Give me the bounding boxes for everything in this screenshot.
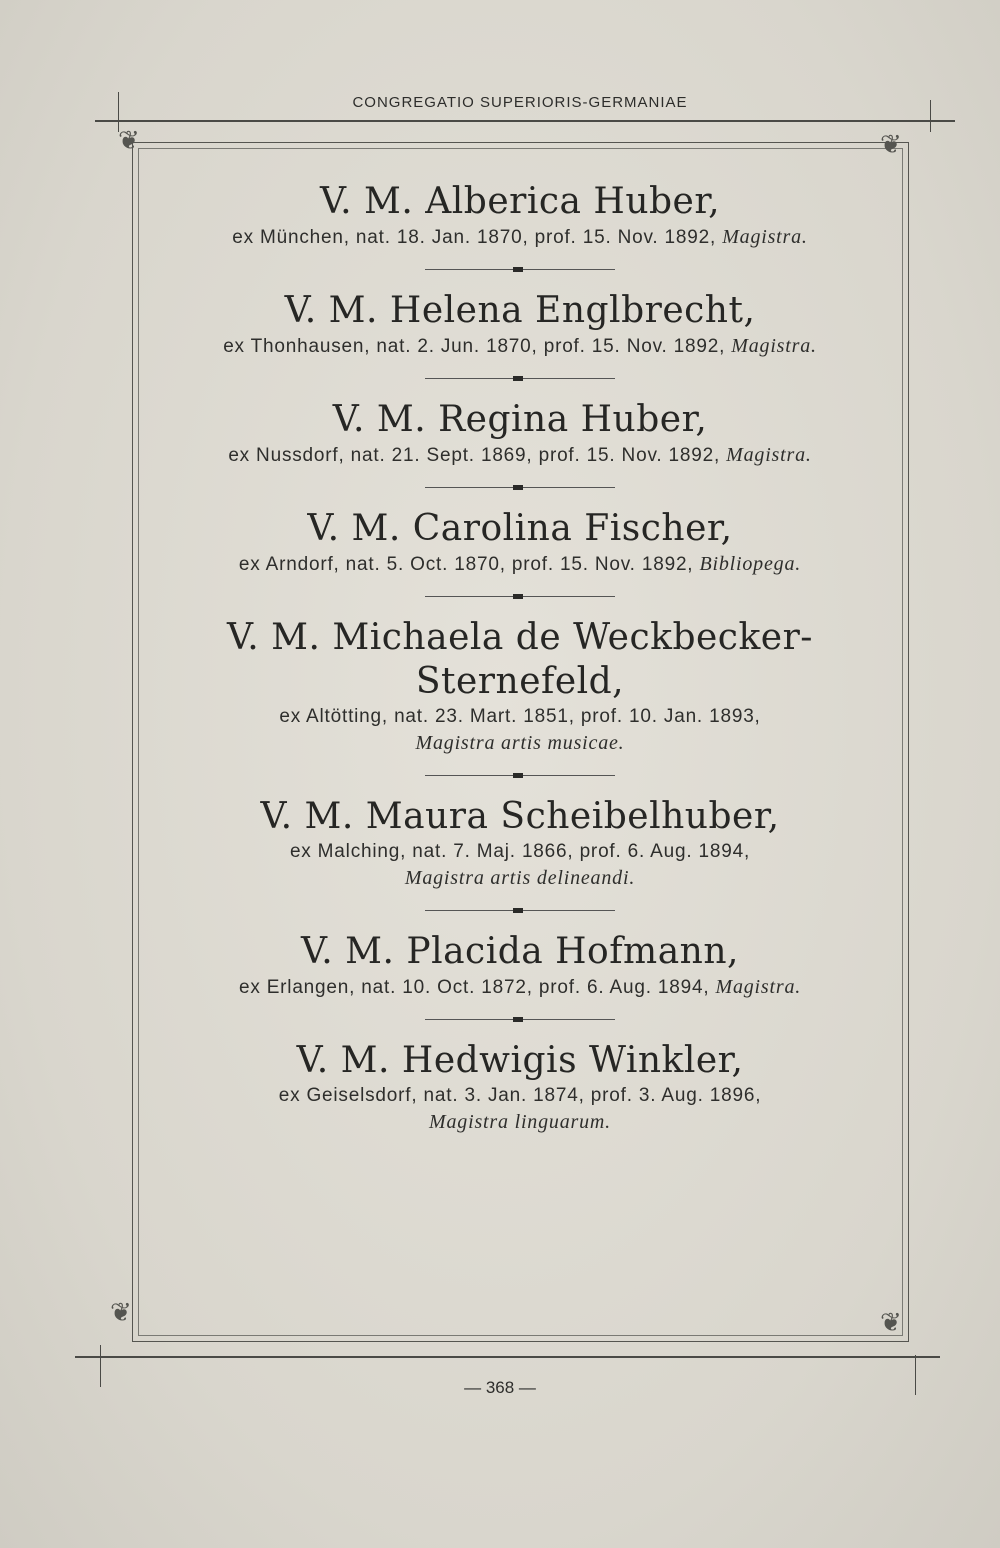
separator xyxy=(425,265,615,275)
entry-name: V. M. Maura Scheibelhuber, xyxy=(260,796,780,837)
entry-details: ex Altötting, nat. 23. Mart. 1851, prof. 10. Jan. 1893, xyxy=(279,706,761,727)
entry-office-text: Magistra linguarum. xyxy=(429,1111,611,1133)
entry-details xyxy=(140,974,900,1001)
entry-office xyxy=(140,1109,900,1136)
entry-line: ex Thonhausen, nat. 2. Jun. 1870, prof. 15. Nov. 1892, xyxy=(223,336,726,357)
entry-name: V. M. Michaela de Weckbecker-Sternefeld, xyxy=(227,617,813,702)
separator xyxy=(425,906,615,916)
separator xyxy=(425,1015,615,1025)
entry-name: V. M. Regina Huber, xyxy=(332,399,708,440)
entry-office xyxy=(140,865,900,892)
list-item xyxy=(140,795,900,892)
entry-name: V. M. Helena Englbrecht, xyxy=(284,290,756,331)
entry-name: V. M. Hedwigis Winkler, xyxy=(296,1040,744,1081)
entry-line: ex München, nat. 18. Jan. 1870, prof. 15. Nov. 1892, xyxy=(232,227,717,248)
entry-office-text: Magistra artis musicae. xyxy=(415,732,625,754)
entry-details: ex Malching, nat. 7. Maj. 1866, prof. 6. Aug. 1894, xyxy=(289,841,751,862)
entry-name: V. M. Carolina Fischer, xyxy=(307,508,733,549)
entry-line: ex Arndorf, nat. 5. Oct. 1870, prof. 15. Nov. 1892, xyxy=(238,554,694,575)
entry-line: ex Erlangen, nat. 10. Oct. 1872, prof. 6. Aug. 1894, xyxy=(238,977,710,998)
list-item xyxy=(140,616,900,757)
entry-details xyxy=(140,442,900,469)
list-item xyxy=(140,398,900,469)
entry-office: Magistra. xyxy=(722,226,808,248)
corner-ornament-icon: ❦ xyxy=(110,1298,132,1328)
entry-details xyxy=(140,224,900,251)
separator xyxy=(425,374,615,384)
entry-office-text: Magistra artis delineandi. xyxy=(404,867,636,889)
entry-office: Magistra. xyxy=(715,976,802,998)
list-item xyxy=(140,930,900,1001)
entry-office xyxy=(140,730,900,757)
entry-name: V. M. Alberica Huber, xyxy=(319,181,721,222)
separator xyxy=(425,771,615,781)
separator xyxy=(425,592,615,602)
right-rule-mark xyxy=(930,100,931,132)
bottom-rule xyxy=(75,1356,940,1358)
running-head: CONGREGATIO SUPERIORIS-GERMANIAE xyxy=(352,94,688,111)
entry-details xyxy=(140,333,900,360)
separator xyxy=(425,483,615,493)
entry-office: Magistra. xyxy=(731,335,817,357)
top-rule xyxy=(95,120,955,122)
entry-details: ex Geiselsdorf, nat. 3. Jan. 1874, prof. 3. Aug. 1896, xyxy=(278,1085,762,1106)
entry-office: Magistra. xyxy=(726,444,812,466)
entry-office: Bibliopega. xyxy=(699,553,802,575)
list-item xyxy=(140,507,900,578)
list-item xyxy=(140,1039,900,1136)
page-number: — 368 — xyxy=(464,1378,536,1397)
entry-name: V. M. Placida Hofmann, xyxy=(301,931,739,972)
entry-list xyxy=(140,180,900,1136)
entry-line: ex Nussdorf, nat. 21. Sept. 1869, prof. 15. Nov. 1892, xyxy=(228,445,721,466)
list-item xyxy=(140,289,900,360)
corner-ornament-icon: ❦ xyxy=(880,130,902,160)
entry-details xyxy=(140,551,900,578)
list-item xyxy=(140,180,900,251)
corner-ornament-icon: ❦ xyxy=(118,126,140,156)
corner-ornament-icon: ❦ xyxy=(880,1308,902,1338)
